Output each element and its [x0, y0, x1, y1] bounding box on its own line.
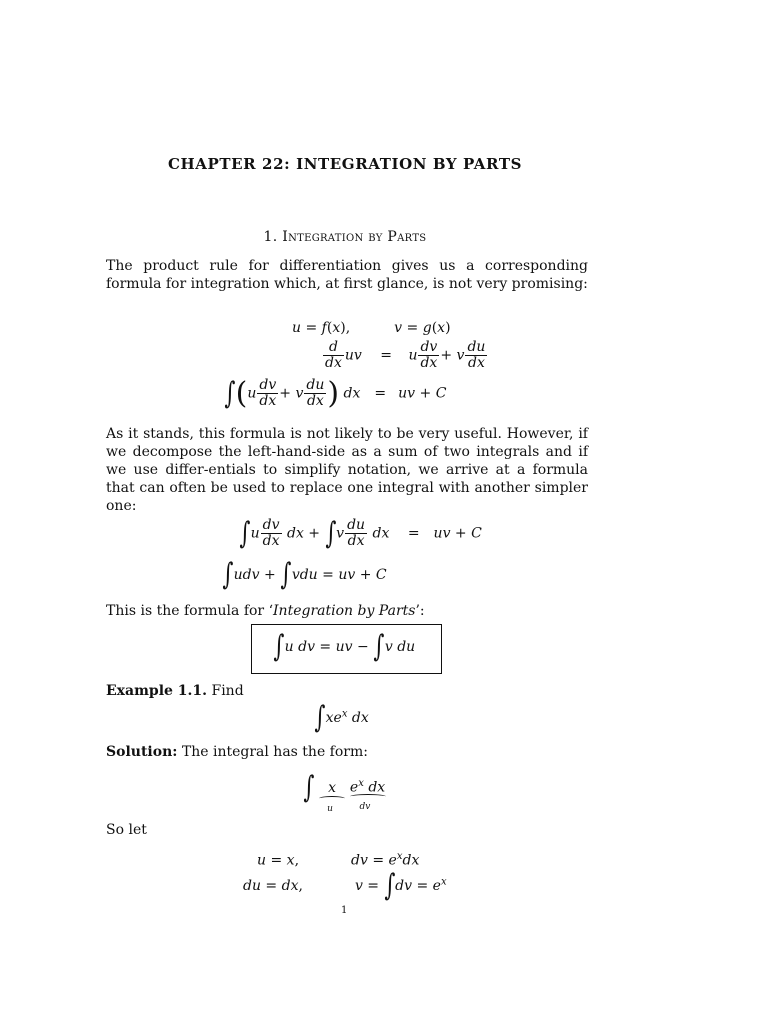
solution-label: Solution: [106, 744, 178, 760]
chapter-title: CHAPTER 22: INTEGRATION BY PARTS [167, 155, 523, 173]
section-title: 1. Integration by Parts [263, 229, 427, 245]
equation-differential-form: ∫udv + ∫vdu = uv + C [222, 557, 387, 592]
page-number: 1 [341, 905, 348, 916]
equation-integration-by-parts: ∫u dv = uv − ∫v du [273, 629, 416, 664]
so-let: So let [106, 822, 147, 838]
example-heading [106, 682, 588, 700]
formula-intro-prefix: This is the formula for ‘ [106, 603, 274, 619]
equation-example-integral: $\int xe^x$ dx [314, 700, 369, 735]
equation-substitution-u: u = x, dv = $e^xdx$ [257, 851, 420, 869]
equation-split-integrals: ∫u $\frac{dv}{dx}$ dx + ∫v $\frac{du}{dx}$ dx = uv + C [239, 515, 482, 551]
example-label: Example 1.1. [106, 683, 208, 699]
formula-intro [106, 602, 588, 620]
formula-intro-emphasis: Integration by Parts [273, 603, 416, 619]
solution-text: The integral has the form: [181, 744, 368, 760]
example-text: Find [211, 683, 244, 699]
equation-substitution-du: du = dx, $v = \int dv = e^x$ [243, 868, 447, 903]
solution-heading [106, 743, 588, 761]
paragraph-intro: The product rule for differentiation gives us a corresponding formula for integration which, at first glance, is not very promising: [106, 258, 588, 292]
equation-integrated-product-rule: ∫(u $\frac{dv}{dx}$ + v $\frac{du}{dx}$ ) dx = uv + C [224, 375, 447, 411]
paragraph-explanation: As it stands, this formula is not likely to be very useful. However, if we decompose the left-hand-side as a sum of two integrals and if we use differ-entials to simplify notation, we arrive at a formula that can often be used to replace one integral with another simpler one: [106, 426, 588, 514]
equation-u-v-def: u = f(x), v = g(x) [292, 320, 451, 336]
formula-intro-suffix: ’: [415, 603, 425, 619]
equation-product-rule: $\frac{d}{dx}$ uv = u $\frac{dv}{dx}$ + v $\frac{du}{dx}$ [325, 339, 486, 371]
equation-integral-form: ∫ x u $e^x$ dx dv [303, 770, 386, 814]
